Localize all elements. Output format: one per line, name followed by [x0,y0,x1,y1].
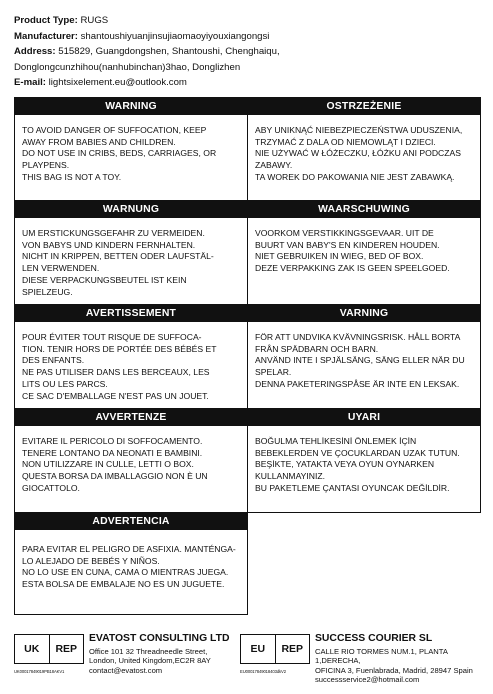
warning-grid [14,97,481,615]
uk-rep-code: UK00017849019PB18AKV1 [14,669,65,674]
warning-title: OSTRZEŻENIE [248,98,480,115]
warning-text: PARA EVITAR EL PELIGRO DE ASFIXIA. MANTÉNGA- LO ALEJADO DE BEBÉS Y NIÑOS. NO LO USE EN CUNA, CAMA O MIENTRAS JUEGA. ESTA BOLSA DE EMBALAJE NO ES UN JUGUETE. [22,544,236,590]
warning-title: WARNUNG [15,201,247,218]
eu-rep-company [315,633,484,685]
product-info [14,13,484,91]
warning-text: POUR ÉVITER TOUT RISQUE DE SUFFOCA- TION. TENIR HORS DE PORTÉE DES BÉBÉS ET DES ENFANTS. NE PAS UTILISER DANS LES BERCEAUX, LES LITS OU LES PARCS. CE SAC D'EMBALLAGE N'EST PAS UN JOUET. [22,332,217,401]
uk-rep-company-name: EVATOST CONSULTING LTD [89,633,230,644]
warning-text: BOĞULMA TEHLİKESİNİ ÖNLEMEK İÇİN BEBEKLERDEN VE ÇOCUKLARDAN UZAK TUTUN. BEŞİKTE, YATAKTA VEYA OYUN OYNARKEN KULLANMAYINIZ. BU PAKETLEME ÇANTASI OYUNCAK DEĞİLDİR. [255,436,460,493]
address-value: 515829, Guangdongshen, Shantoushi, Chenghaiqu, [55,46,280,58]
uk-rep-badge [14,634,84,678]
email-label: E-mail: [14,77,46,89]
warning-text: TO AVOID DANGER OF SUFFOCATION, KEEP AWAY FROM BABIES AND CHILDREN. DO NOT USE IN CRIBS, BEDS, CARRIAGES, OR PLAYPENS. THIS BAG IS NOT A TOY. [22,125,217,182]
warning-panel-sv [247,304,481,409]
warning-panel-es [14,512,248,615]
manufacturer-value: shantoushiyuanjinsujiaomaoyiyouxiangongsi [77,30,270,42]
address-row [14,44,484,60]
warning-panel-fr [14,304,248,409]
warning-title: WAARSCHUWING [248,201,480,218]
warning-panel-tr [247,408,481,513]
product-type-value: RUGS [77,15,109,26]
address-line2: Donglongcunzhihou(nanhubinchan)3hao, Donglizhen [14,61,241,73]
warning-title: AVVERTENZE [15,409,247,426]
eu-rep-company-name: SUCCESS COURIER SL [315,633,433,644]
eu-rep-label: REP [275,635,310,663]
warning-text: FÖR ATT UNDVIKA KVÄVNINGSRISK. HÅLL BORTA FRÅN SPÄDBARN OCH BARN. ANVÄND INTE I SPJÄLSÄNG, SÄNG ELLER NÄR DU SPELAR. DENNA PAKETERINGSPÅSE ÄR INTE EN LEKSAK. [255,332,465,389]
eu-rep-address-line2: OFICINA 3, Fuenlabrada, Madrid, 28947 Spain [315,665,473,675]
warning-panel-nl [247,200,481,305]
eu-region-label: EU [250,643,266,655]
uk-rep-address-line2: London, United Kingdom,EC2R 8AY [89,656,211,666]
product-type-label: Product Type: [14,15,78,26]
warning-title: VARNING [248,305,480,322]
manufacturer-label: Manufacturer: [14,30,78,42]
manufacturer-row [14,29,484,45]
warning-panel-de [14,200,248,305]
uk-region-label: UK [24,643,40,655]
warning-panel-en [14,97,248,201]
warning-title: WARNING [15,98,247,115]
email-value: lightsixelement.eu@outlook.com [46,77,187,89]
warning-text: VOORKOM VERSTIKKINGSGEVAAR. UIT DE BUURT VAN BABY'S EN KINDEREN HOUDEN. NIET GEBRUIKEN IN WIEG, BED OF BOX. DEZE VERPAKKING ZAK IS GEEN SPEELGOED. [255,228,450,274]
uk-rep-box [14,634,84,664]
warning-text: ABY UNIKNĄĆ NIEBEZPIECZEŃSTWA UDUSZENIA, TRZYMAĆ Z DALA OD NIEMOWLĄT I DZIECI. NIE UŻYWAĆ W ŁÓŻECZKU, ŁÓŻKU ANI PODCZAS ZABAWY. TA WOREK DO PAKOWANIA NIE JEST ZABAWKĄ. [255,125,463,182]
eu-rep-email: successservice2@hotmail.com [315,675,420,685]
eu-rep-badge [240,634,310,678]
eu-rep-code: EU00017849018403dkV2 [240,669,286,674]
warning-title: ADVERTENCIA [15,513,247,530]
warning-text: EVITARE IL PERICOLO DI SOFFOCAMENTO. TENERE LONTANO DA NEONATI E BAMBINI. NON UTILIZZARE IN CULLE, LETTI O BOX. QUESTA BORSA DA IMBALLAGGIO NON È UN GIOCATTOLO. [22,436,208,493]
eu-rep-box [240,634,310,664]
uk-rep-address-line1: Office 101 32 Threadneedle Street, [89,646,208,656]
product-type-row [14,13,484,29]
warning-panel-pl [247,97,481,201]
warning-title: UYARI [248,409,480,426]
warning-text: UM ERSTICKUNGSGEFAHR ZU VERMEIDEN. VON BABYS UND KINDERN FERNHALTEN. NICHT IN KRIPPEN, BETTEN ODER LAUFSTÄL- LEN VERWENDEN. DIESE VERPACKUNGSBEUTEL IST KEIN SPIELZEUG. [22,228,214,297]
uk-rep-email: contact@evatost.com [89,665,163,675]
address-label: Address: [14,46,56,58]
uk-rep-label: REP [49,635,84,663]
email-row [14,75,484,91]
eu-rep-address-line1: CALLE RIO TORMES NUM.1, PLANTA 1,DERECHA, [315,646,448,666]
representatives-footer [14,633,484,685]
uk-rep-company [89,633,229,675]
warning-panel-it [14,408,248,513]
warning-title: AVERTISSEMENT [15,305,247,322]
